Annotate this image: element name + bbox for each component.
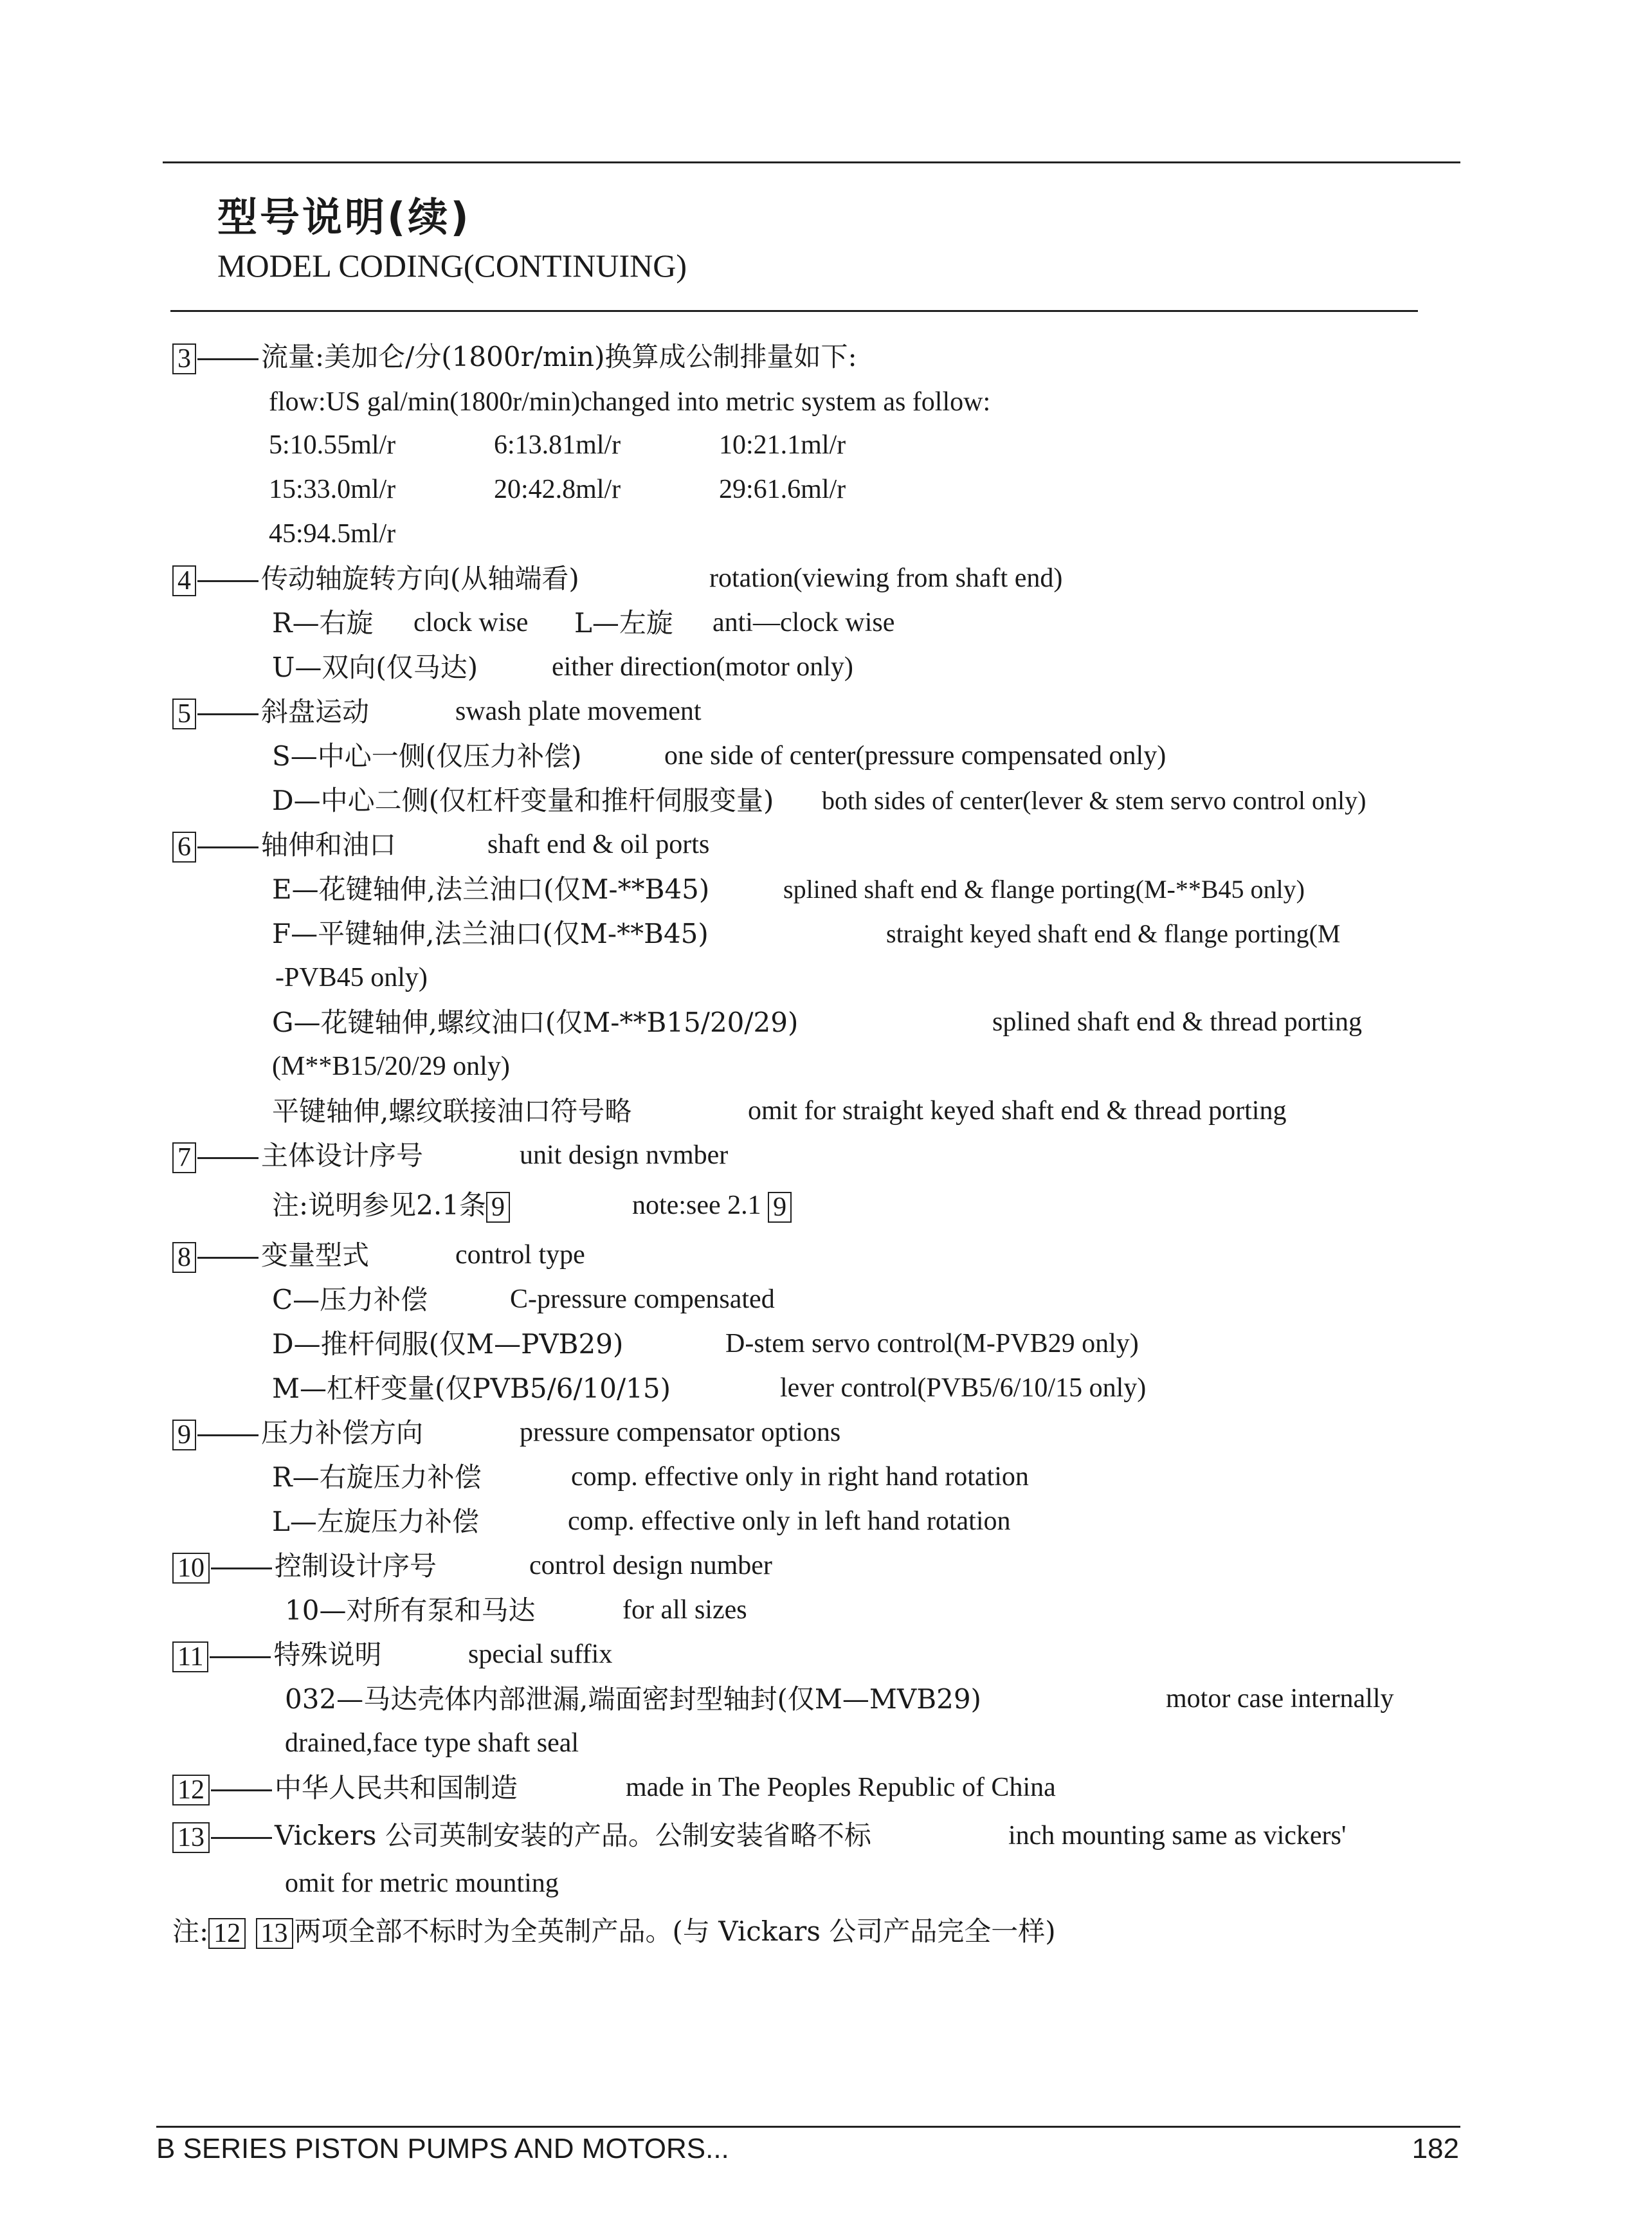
item-en-label: omit for metric mounting (285, 1869, 559, 1898)
option-cn: M—杠杆变量(仅PVB5/6/10/15) (272, 1373, 671, 1404)
item-cn-label: Vickers 公司英制安装的产品。公制安装省略不标 (275, 1820, 871, 1851)
item-en-label: pressure compensator options (520, 1418, 841, 1447)
item-8-option-c (172, 1277, 1433, 1322)
item-cn-label: 特殊说明 (273, 1639, 382, 1670)
option-cn: D—推杆伺服(仅M—PVB29) (272, 1328, 624, 1360)
item-en-label: special suffix (468, 1640, 613, 1669)
item-number-box: 7 (172, 1142, 196, 1173)
dash (211, 1789, 272, 1791)
item-cn-label: 斜盘运动 (261, 696, 370, 727)
option-en: -PVB45 only) (275, 963, 428, 992)
final-note (172, 1906, 1433, 1957)
item-13-heading (172, 1810, 1433, 1861)
dash (197, 1157, 259, 1159)
flow-value: 29:61.6ml/r (719, 475, 846, 504)
option-cn: S—中心一侧(仅压力补偿) (272, 740, 582, 772)
item-number-box: 10 (172, 1553, 210, 1584)
option-cn: L—左旋压力补偿 (272, 1506, 479, 1537)
dash (197, 846, 259, 848)
footer-series: B SERIES PISTON PUMPS AND MOTORS... (156, 2133, 729, 2164)
item-6-option-f (172, 911, 1433, 956)
item-number-box: 11 (172, 1641, 208, 1672)
item-10-option (172, 1588, 1433, 1632)
option-en: splined shaft end & thread porting (992, 1007, 1363, 1037)
footer-rule (156, 2126, 1460, 2128)
option-en: drained,face type shaft seal (285, 1728, 579, 1758)
option-en: D-stem servo control(M-PVB29 only) (725, 1329, 1139, 1358)
item-4-option-r (172, 601, 1433, 645)
item-5-option-s (172, 734, 1433, 778)
item-8-heading (172, 1233, 1433, 1277)
note-en-text: note:see 2.1 (632, 1191, 761, 1220)
option-en: (M**B15/20/29 only) (272, 1052, 510, 1081)
note-en (632, 1178, 793, 1233)
item-number-box: 9 (172, 1420, 196, 1450)
item-6-option-g-cont (172, 1045, 1433, 1089)
option-en: straight keyed shaft end & flange porting(M (886, 919, 1341, 948)
option-en: C-pressure compensated (510, 1284, 775, 1314)
option-en: comp. effective only in right hand rotation (571, 1462, 1029, 1492)
item-6-option-f-cont (172, 956, 1433, 1000)
item-6-heading (172, 823, 1433, 867)
top-rule (163, 161, 1460, 163)
option-cn: C—压力补偿 (272, 1284, 428, 1315)
item-en-label: control type (455, 1240, 585, 1270)
item-8-option-m (172, 1366, 1433, 1411)
item-cn-label: 压力补偿方向 (261, 1417, 424, 1449)
model-coding-list (172, 334, 1433, 1957)
item-7-note (172, 1178, 1433, 1233)
item-5-option-d (172, 778, 1433, 823)
item-en-label: shaft end & oil ports (487, 830, 710, 859)
item-5-heading (172, 690, 1433, 734)
title-rule (170, 310, 1418, 312)
item-en-label: flow:US gal/min(1800r/min)changed into metric system as follow: (269, 387, 991, 417)
dash (197, 713, 259, 715)
item-8-option-d (172, 1322, 1433, 1366)
option-cn: 平键轴伸,螺纹联接油口符号略 (272, 1095, 632, 1127)
item-cn-label: 主体设计序号 (261, 1140, 424, 1171)
item-number-box: 13 (172, 1822, 210, 1853)
option-en: comp. effective only in left hand rotation (568, 1506, 1011, 1536)
item-en-label: swash plate movement (455, 697, 702, 726)
option-en: motor case internally (1166, 1684, 1394, 1714)
dash (211, 1567, 272, 1569)
item-cn-label: 流量:美加仑/分(1800r/min)换算成公制排量如下: (261, 341, 857, 372)
option-cn: G—花键轴伸,螺纹油口(仅M-**B15/20/29) (272, 1007, 799, 1038)
item-6-option-e (172, 867, 1433, 911)
item-en-label: rotation(viewing from shaft end) (709, 563, 1063, 593)
option-cn: R—右旋 (272, 607, 374, 639)
item-en-label: inch mounting same as vickers' (1008, 1821, 1347, 1851)
dash (211, 1837, 272, 1839)
item-6-option-p (172, 1089, 1433, 1133)
flow-value: 20:42.8ml/r (494, 475, 621, 504)
item-11-option (172, 1677, 1433, 1721)
option-cn: 032—马达壳体内部泄漏,端面密封型轴封(仅M—MVB29) (285, 1683, 981, 1715)
option-en: lever control(PVB5/6/10/15 only) (780, 1373, 1147, 1403)
option-en: omit for straight keyed shaft end & thread porting (748, 1096, 1287, 1126)
dash (197, 1257, 259, 1259)
item-4-heading (172, 556, 1433, 601)
flow-value: 45:94.5ml/r (269, 519, 396, 549)
flow-value: 5:10.55ml/r (269, 430, 396, 460)
flow-value: 10:21.1ml/r (719, 430, 846, 460)
dash (197, 580, 259, 582)
item-9-heading (172, 1411, 1433, 1455)
item-en-label: unit design nvmber (520, 1140, 729, 1170)
option-en: both sides of center(lever & stem servo control only) (822, 786, 1366, 815)
note-cn (272, 1178, 511, 1233)
final-note-text: 两项全部不标时为全英制产品。(与 Vickars 公司产品完全一样) (294, 1915, 1056, 1947)
item-6-option-g (172, 1000, 1433, 1045)
option-en: for all sizes (622, 1595, 747, 1625)
page-title-en: MODEL CODING(CONTINUING) (217, 248, 687, 284)
item-3-values-row1 (172, 423, 1433, 468)
option-en: either direction(motor only) (552, 652, 853, 682)
note-cn-text: 注:说明参见2.1条 (272, 1189, 486, 1221)
item-cn-label: 变量型式 (261, 1239, 370, 1271)
item-number-box: 5 (172, 699, 196, 729)
item-cn-label: 传动轴旋转方向(从轴端看) (261, 563, 579, 594)
item-number-box: 3 (172, 343, 196, 374)
dash (210, 1656, 271, 1658)
option-cn: E—花键轴伸,法兰油口(仅M-**B45) (272, 873, 710, 905)
note-ref-box: 9 (486, 1192, 510, 1223)
option-en: one side of center(pressure compensated only) (664, 741, 1166, 771)
item-11-heading (172, 1632, 1433, 1677)
flow-value: 15:33.0ml/r (269, 475, 396, 504)
item-3-values-row2 (172, 468, 1433, 512)
item-9-option-l (172, 1499, 1433, 1544)
page-number: 182 (1411, 2133, 1459, 2164)
option-en: splined shaft end & flange porting(M-**B45 only) (783, 875, 1305, 904)
note-ref-box: 9 (768, 1192, 792, 1223)
dash (197, 1434, 259, 1436)
option-cn: R—右旋压力补偿 (272, 1461, 482, 1493)
item-3-en (172, 379, 1433, 423)
item-7-heading (172, 1133, 1433, 1178)
item-number-box: 8 (172, 1242, 196, 1273)
item-3-values-row3 (172, 512, 1433, 556)
option-en: anti—clock wise (713, 608, 895, 637)
page-title-cn: 型号说明(续) (217, 194, 471, 241)
flow-value: 6:13.81ml/r (494, 430, 621, 460)
item-cn-label: 轴伸和油口 (261, 829, 397, 861)
item-3-heading (172, 334, 1433, 379)
item-9-option-r (172, 1455, 1433, 1499)
option-cn: U—双向(仅马达) (272, 652, 478, 683)
option-en: clock wise (413, 608, 529, 637)
item-13-cont (172, 1861, 1433, 1906)
item-10-heading (172, 1544, 1433, 1588)
option-cn: 10—对所有泵和马达 (285, 1595, 536, 1626)
item-cn-label: 中华人民共和国制造 (275, 1772, 518, 1804)
item-number-box: 6 (172, 832, 196, 863)
dash (197, 358, 259, 360)
note-ref-box: 12 (208, 1918, 246, 1949)
option-cn: F—平键轴伸,法兰油口(仅M-**B45) (272, 918, 709, 949)
item-number-box: 12 (172, 1775, 210, 1805)
item-11-option-cont (172, 1721, 1433, 1766)
option-cn: L—左旋 (574, 607, 673, 639)
item-number-box: 4 (172, 565, 196, 596)
item-4-option-u (172, 645, 1433, 690)
item-12-heading (172, 1766, 1433, 1810)
option-cn: D—中心二侧(仅杠杆变量和推杆伺服变量) (272, 785, 774, 816)
item-en-label: made in The Peoples Republic of China (626, 1773, 1056, 1802)
final-note-prefix: 注: (172, 1915, 209, 1947)
note-ref-box: 13 (256, 1918, 293, 1949)
item-cn-label: 控制设计序号 (275, 1550, 437, 1582)
item-en-label: control design number (529, 1551, 772, 1580)
